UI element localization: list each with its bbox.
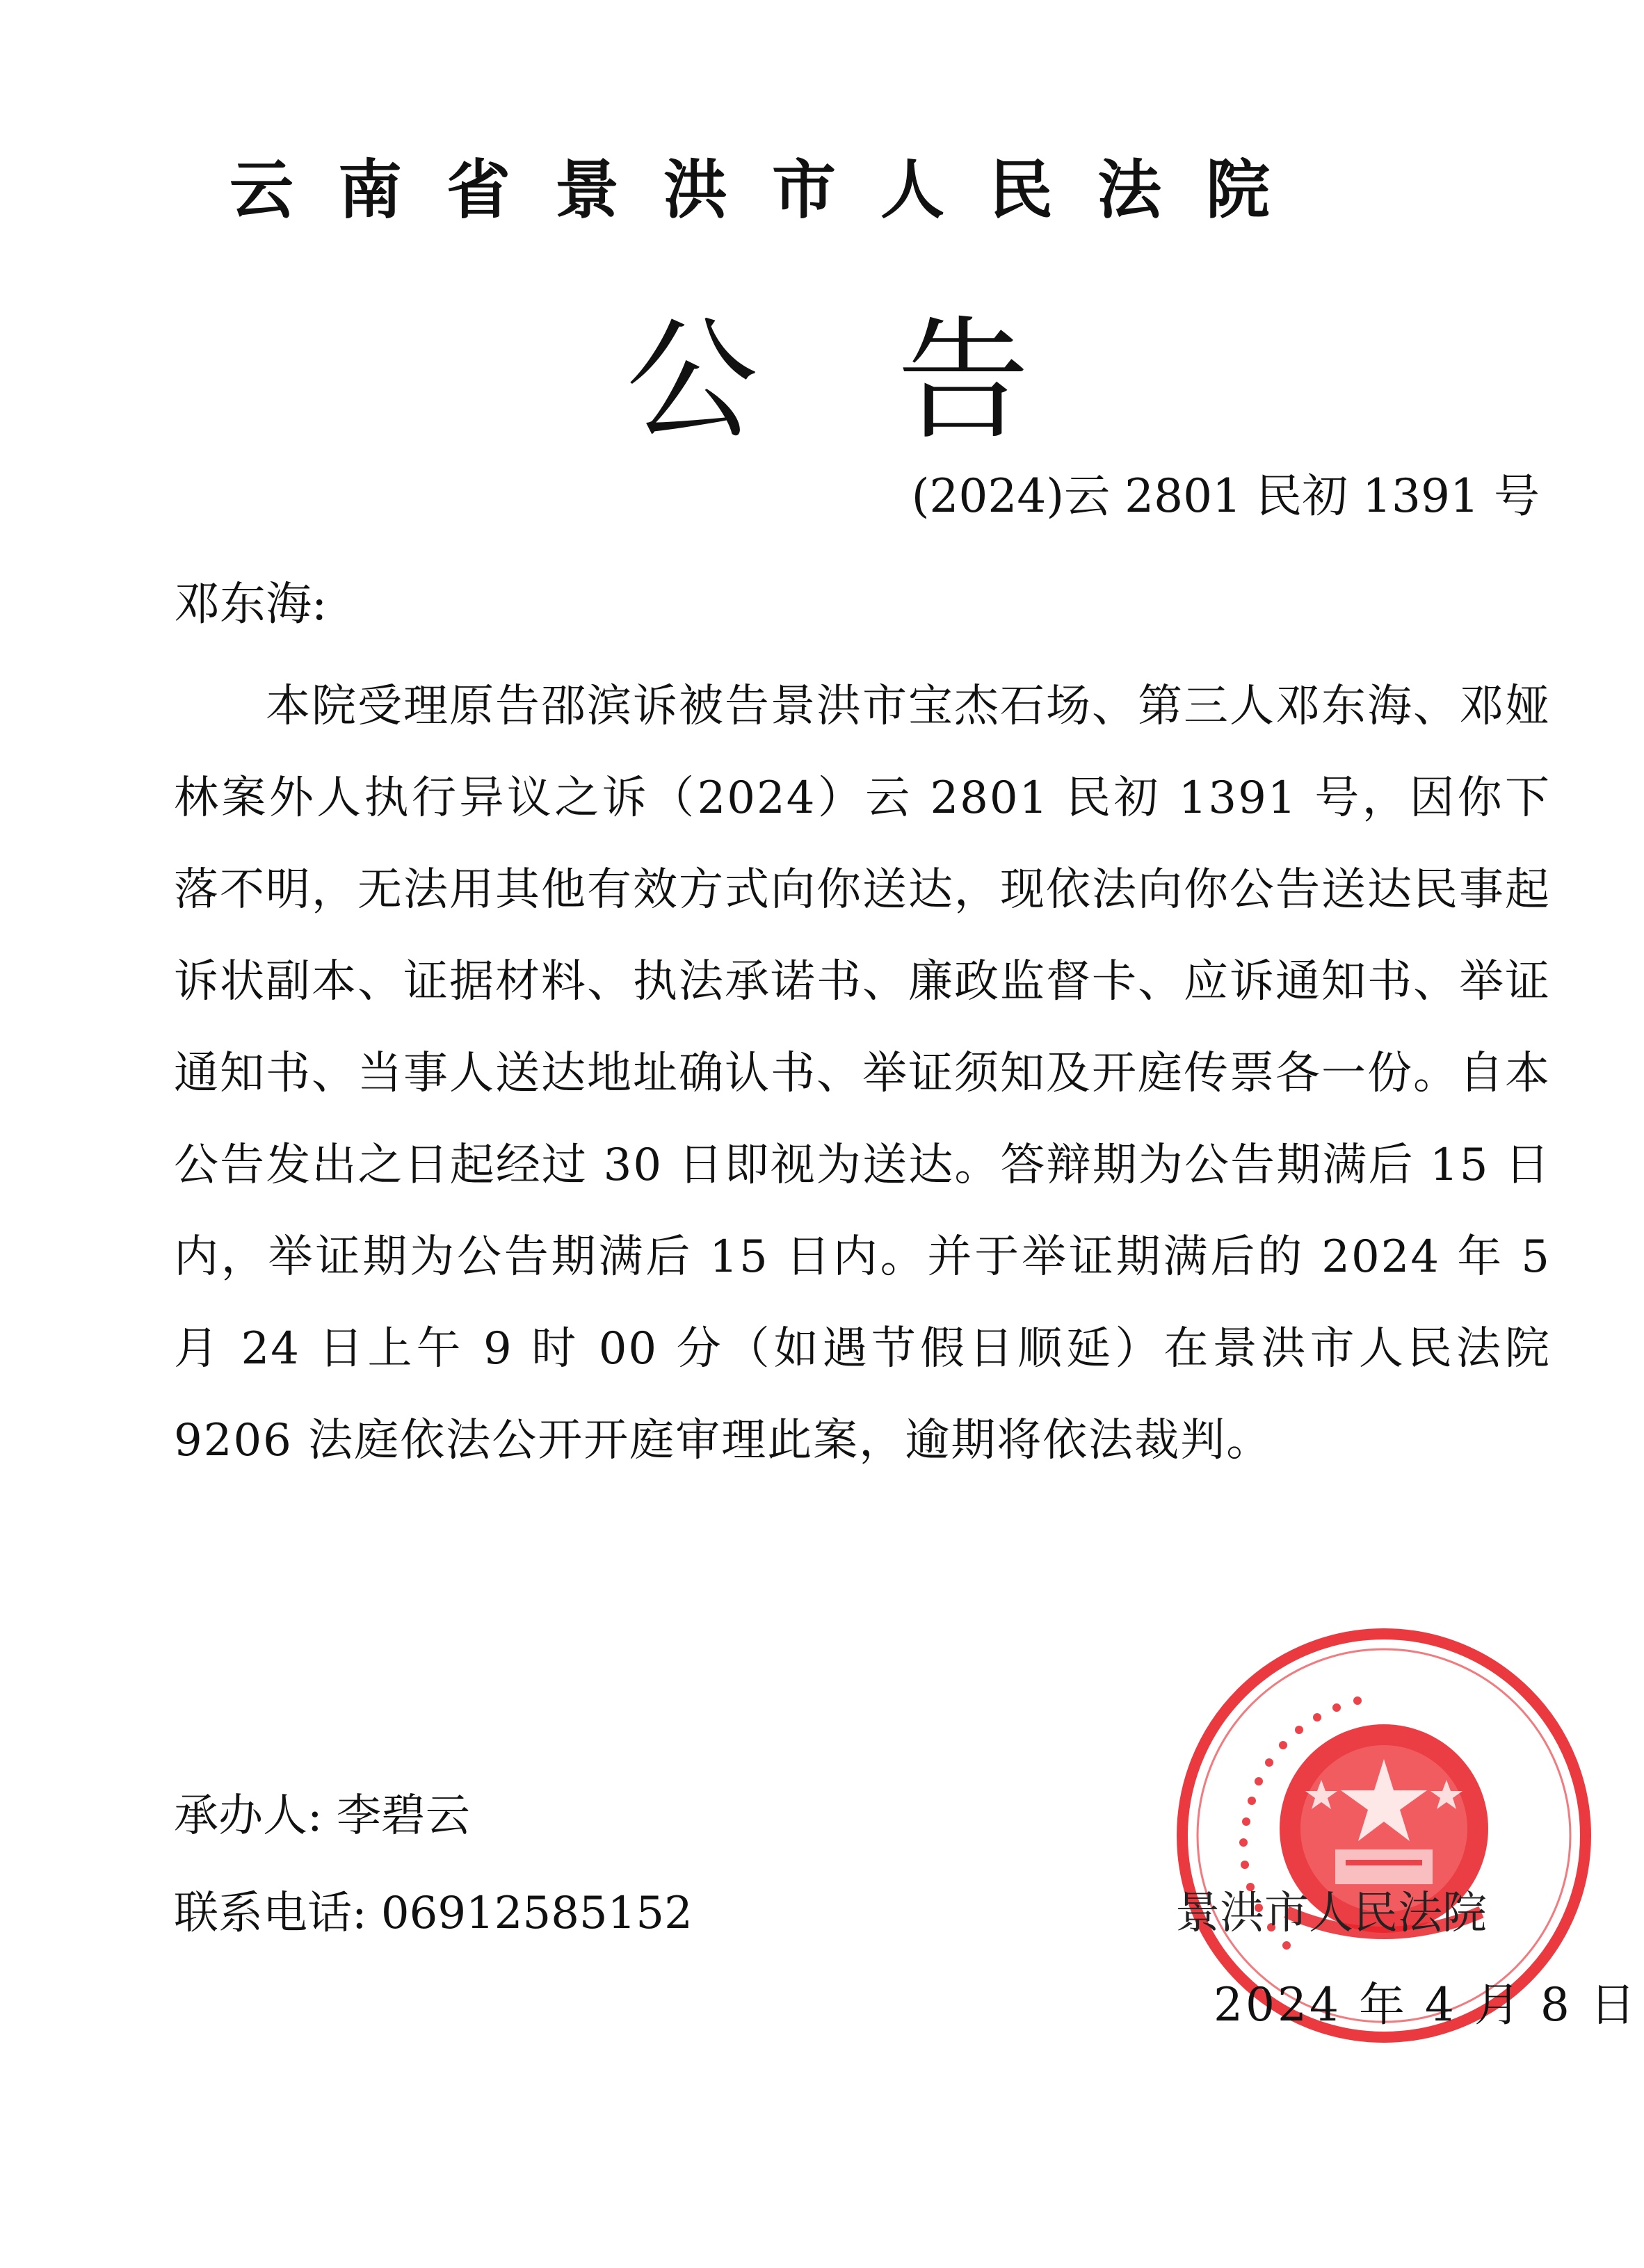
document-title: 公告 — [626, 304, 1169, 457]
notice-body: 本院受理原告邵滨诉被告景洪市宝杰石场、第三人邓东海、邓娅林案外人执行异议之诉（2024）云 2801 民初 1391 号，因你下落不明，无法用其他有效方式向你送达，现依法向你公告送达民事起诉状副本、证据材料、执法承诺书、廉政监督卡、应诉通知书、举证通知书、当事人送达地址确认书、举证须知及开庭传票各一份。自本公告发出之日起经过 30 日即视为送达。答辩期为公告期满后 15 日内，举证期为公告期满后 15 日内。并于举证期满后的 2024 年 5 月 24 日上午 9 时 00 分（如遇节假日顺延）在景洪市人民法院 9206 法庭依法公开开庭审理此案，逾期将依法裁判。 — [174, 681, 1551, 1466]
contact-phone: 联系电话: 06912585152 — [174, 1888, 693, 1939]
case-number: (2024)云 2801 民初 1391 号 — [911, 469, 1540, 523]
court-name: 云南省景洪市人民法院 — [229, 153, 1315, 227]
case-handler: 承办人: 李碧云 — [174, 1790, 470, 1842]
signing-court: 景洪市人民法院 — [1175, 1888, 1487, 1939]
signing-date: 2024 年 4 月 8 日 — [1214, 1978, 1638, 2032]
recipient: 邓东海: — [174, 577, 328, 631]
